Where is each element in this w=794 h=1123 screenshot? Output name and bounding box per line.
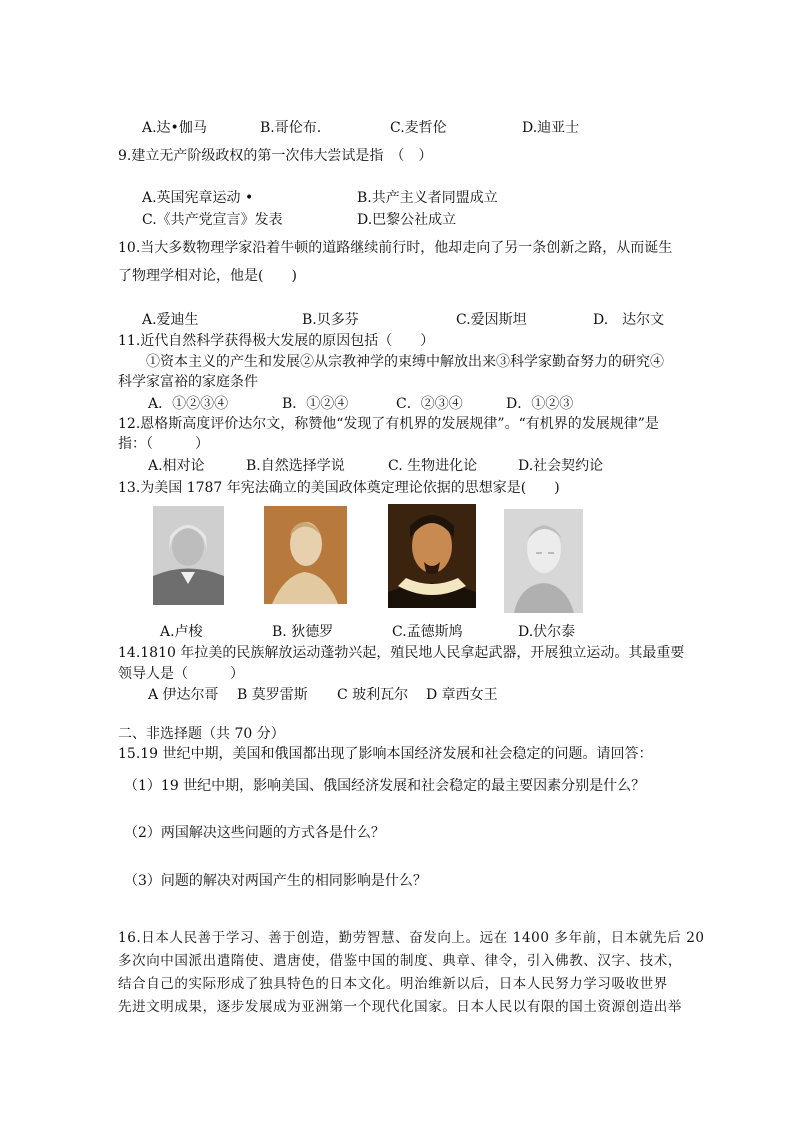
q15-sub3: （3）问题的解决对两国产生的相同影响是什么？ (124, 873, 427, 889)
q12-option-b: B.自然选择学说 (246, 458, 345, 474)
q11-detail-line2: 科学家富裕的家庭条件 (118, 374, 258, 390)
voltaire-portrait (504, 509, 583, 613)
q9-option-d: D.巴黎公社成立 (357, 212, 457, 228)
q14-option-c: C 玻利瓦尔 (337, 687, 409, 703)
q13-option-c: C.孟德斯鸠 (392, 624, 463, 640)
q10-option-c: C.爱因斯坦 (456, 312, 527, 328)
q11-option-b: B．①②④ (282, 396, 349, 412)
q16-line1: 16.日本人民善于学习、善于创造，勤劳智慧、奋发向上。远在 1400 多年前，日本就先后 20 (118, 930, 705, 946)
rousseau-portrait (153, 506, 224, 605)
q9-option-b: B.共产主义者同盟成立 (357, 190, 498, 206)
q11-option-c: C．②③④ (396, 396, 463, 412)
q10-option-d: D. 达尔文 (593, 312, 665, 328)
q9-option-a: A.英国宪章运动 • (142, 190, 254, 206)
q14-option-a: A 伊达尔哥 (148, 687, 219, 703)
q15-sub2: （2）两国解决这些问题的方式各是什么？ (124, 825, 385, 841)
q10-option-b: B.贝多芬 (302, 312, 359, 328)
q14-option-d: D 章西女王 (426, 687, 498, 703)
q8-option-d: D.迪亚士 (522, 120, 580, 136)
q14-stem-line2: 领导人是（ ） (118, 666, 244, 682)
q9-option-c: C.《共产党宣言》发表 (142, 212, 283, 228)
q16-line3: 结合自己的实际形成了独具特色的日本文化。明治维新以后，日本人民努力学习吸收世界 (118, 976, 668, 992)
q15-sub1: （1）19 世纪中期，影响美国、俄国经济发展和社会稳定的最主要因素分别是什么？ (124, 778, 646, 794)
q13-option-d: D.伏尔泰 (518, 624, 576, 640)
q10-option-a: A.爱迪生 (142, 312, 199, 328)
q15-stem: 15.19 世纪中期，美国和俄国都出现了影响本国经济发展和社会稳定的问题。请回答： (118, 746, 653, 762)
q12-option-a: A.相对论 (148, 458, 205, 474)
q16-line4: 先进文明成果，逐步发展成为亚洲第一个现代化国家。日本人民以有限的国土资源创造出举 (118, 999, 682, 1015)
q12-stem-line2: 指：（ ） (118, 436, 209, 452)
q12-stem-line1: 12.恩格斯高度评价达尔文，称赞他“发现了有机界的发展规律”。“有机界的发展规律”是 (118, 416, 659, 432)
q14-option-b: B 莫罗雷斯 (237, 687, 308, 703)
q8-option-a: A.达•伽马 (142, 120, 207, 136)
q11-option-d: D．①②③ (506, 396, 574, 412)
q10-stem-line1: 10.当大多数物理学家沿着牛顿的道路继续前行时，他却走向了另一条创新之路，从而诞生 (118, 240, 673, 256)
section-2-heading: 二、非选择题（共 70 分） (118, 726, 285, 742)
q13-stem: 13.为美国 1787 年宪法确立的美国政体奠定理论依据的思想家是( ) (118, 480, 560, 496)
q8-option-c: C.麦哲伦 (390, 120, 447, 136)
q14-stem-line1: 14.1810 年拉美的民族解放运动蓬勃兴起，殖民地人民拿起武器，开展独立运动。其最重要 (118, 645, 685, 661)
q12-option-c: C. 生物进化论 (388, 458, 478, 474)
q13-option-a: A.卢梭 (160, 624, 203, 640)
q13-option-b: B. 狄德罗 (272, 624, 334, 640)
q9-stem: 9.建立无产阶级政权的第一次伟大尝试是指 （ ） (118, 148, 433, 164)
q11-option-a: A．①②③④ (148, 396, 229, 412)
diderot-portrait (264, 506, 347, 604)
q16-line2: 多次向中国派出遣隋使、遣唐使，借鉴中国的制度、典章、律令，引入佛教、汉字、技术， (118, 953, 682, 969)
montesquieu-portrait (388, 504, 476, 608)
q10-stem-line2: 了物理学相对论，他是( ) (118, 268, 297, 284)
q12-option-d: D.社会契约论 (518, 458, 604, 474)
q11-stem: 11.近代自然科学获得极大发展的原因包括（ ） (118, 333, 435, 349)
q8-option-b: B.哥伦布. (260, 120, 322, 136)
q11-detail-line1: ①资本主义的产生和发展②从宗教神学的束缚中解放出来③科学家勤奋努力的研究④ (146, 354, 664, 370)
